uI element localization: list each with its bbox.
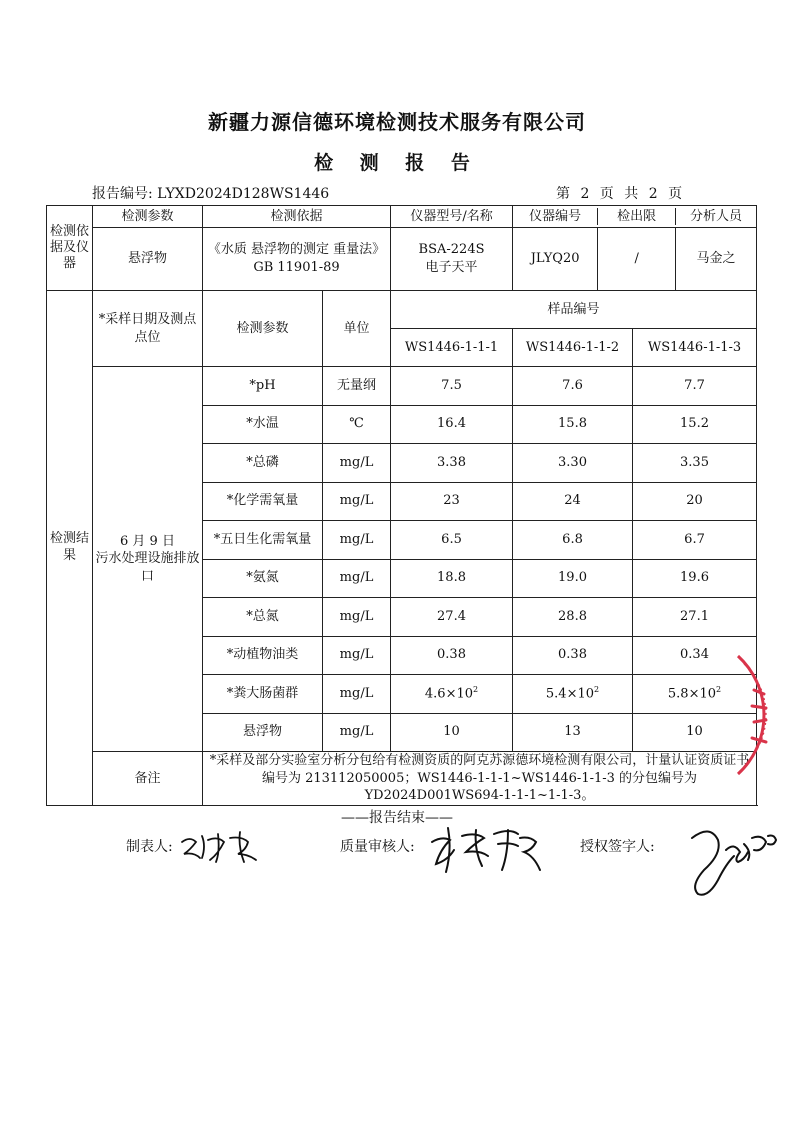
result-mantissa: 5.4×10 bbox=[545, 686, 595, 702]
basis-analyst: 马金之 bbox=[696, 251, 736, 267]
basis-header-model: 仪器型号/名称 bbox=[391, 206, 513, 228]
result-value: 0.34 bbox=[633, 636, 757, 675]
basis-instrument-no: JLYQ20 bbox=[513, 228, 598, 290]
company-name: 新疆力源信德环境检测技术服务有限公司 bbox=[208, 110, 586, 134]
basis-model-code: BSA-224S bbox=[418, 242, 485, 258]
result-value: 3.38 bbox=[391, 444, 513, 483]
report-title: 检 测 报 告 bbox=[314, 152, 480, 174]
result-unit: mg/L bbox=[323, 559, 391, 598]
result-unit: mg/L bbox=[323, 713, 391, 752]
sample-id-3: WS1446-1-1-3 bbox=[633, 329, 757, 367]
result-param: *水温 bbox=[203, 405, 323, 444]
result-value: 20 bbox=[633, 482, 757, 521]
sample-id-1: WS1446-1-1-1 bbox=[391, 329, 513, 367]
result-param: *五日生化需氧量 bbox=[203, 521, 323, 560]
reviewer-signature bbox=[428, 820, 548, 880]
results-header-sample-group: 样品编号 bbox=[391, 291, 757, 329]
sampling-date-location bbox=[93, 367, 203, 752]
prepared-by-label: 制表人: bbox=[126, 839, 173, 855]
result-param: *总氮 bbox=[203, 598, 323, 637]
result-value: 6.5 bbox=[391, 521, 513, 560]
result-value: 3.30 bbox=[513, 444, 633, 483]
result-param: *氨氮 bbox=[203, 559, 323, 598]
prepared-by-signature bbox=[178, 828, 268, 868]
result-value: 19.6 bbox=[633, 559, 757, 598]
result-value: 6.7 bbox=[633, 521, 757, 560]
result-value: 7.5 bbox=[391, 367, 513, 406]
result-exponent: 2 bbox=[473, 684, 479, 694]
result-unit: mg/L bbox=[323, 444, 391, 483]
result-value: 7.7 bbox=[633, 367, 757, 406]
result-unit: mg/L bbox=[323, 598, 391, 637]
result-param: *pH bbox=[203, 367, 323, 406]
basis-header-analyst: 分析人员 bbox=[690, 208, 743, 224]
basis-method: 《水质 悬浮物的测定 重量法》GB 11901-89 bbox=[203, 228, 391, 291]
result-value: 0.38 bbox=[391, 636, 513, 675]
basis-model-name: 电子天平 bbox=[425, 260, 478, 275]
result-value: 15.2 bbox=[633, 405, 757, 444]
sample-id-2: WS1446-1-1-2 bbox=[513, 329, 633, 367]
signatory-label: 授权签字人: bbox=[580, 839, 655, 855]
result-unit: mg/L bbox=[323, 675, 391, 714]
result-value: 6.8 bbox=[513, 521, 633, 560]
result-exponent: 2 bbox=[594, 684, 600, 694]
sampling-date: 6 月 9 日 bbox=[120, 533, 175, 549]
result-value: 10 bbox=[391, 713, 513, 752]
result-value: 23 bbox=[391, 482, 513, 521]
result-value: 19.0 bbox=[513, 559, 633, 598]
signatory-signature bbox=[682, 818, 782, 898]
result-value: 27.4 bbox=[391, 598, 513, 637]
basis-header-limit: 检出限 bbox=[598, 208, 676, 226]
basis-model bbox=[391, 228, 513, 291]
result-value: 13 bbox=[513, 713, 633, 752]
basis-param: 悬浮物 bbox=[93, 228, 203, 291]
report-number: 报告编号: LYXD2024D128WS1446 bbox=[92, 186, 330, 202]
result-value: 7.6 bbox=[513, 367, 633, 406]
result-param: *总磷 bbox=[203, 444, 323, 483]
result-value: 15.8 bbox=[513, 405, 633, 444]
result-unit: mg/L bbox=[323, 482, 391, 521]
sampling-location: 污水处理设施排放口 bbox=[95, 551, 200, 584]
result-param: *动植物油类 bbox=[203, 636, 323, 675]
result-exponent: 2 bbox=[716, 684, 722, 694]
result-param: *粪大肠菌群 bbox=[203, 675, 323, 714]
result-value: 3.35 bbox=[633, 444, 757, 483]
section-results-label: 检测结果 bbox=[47, 291, 93, 806]
basis-header-param: 检测参数 bbox=[93, 206, 203, 228]
result-value: 18.8 bbox=[391, 559, 513, 598]
results-header-unit: 单位 bbox=[323, 291, 391, 367]
result-value: 0.38 bbox=[513, 636, 633, 675]
result-param: 悬浮物 bbox=[203, 713, 323, 752]
result-value: 16.4 bbox=[391, 405, 513, 444]
page-info: 第 2 页 共 2 页 bbox=[556, 186, 683, 202]
results-header-param: 检测参数 bbox=[203, 291, 323, 367]
basis-limit: / bbox=[598, 228, 676, 290]
result-mantissa: 5.8×10 bbox=[667, 686, 717, 702]
result-mantissa: 4.6×10 bbox=[424, 686, 474, 702]
result-value: 27.1 bbox=[633, 598, 757, 637]
result-unit: mg/L bbox=[323, 636, 391, 675]
result-value: 24 bbox=[513, 482, 633, 521]
section-basis-label: 检测依据及仪器 bbox=[47, 206, 93, 291]
report-table bbox=[46, 205, 757, 806]
company-seal-stamp bbox=[724, 650, 794, 780]
result-param: *化学需氧量 bbox=[203, 482, 323, 521]
result-value: 28.8 bbox=[513, 598, 633, 637]
reviewer-label: 质量审核人: bbox=[340, 839, 415, 855]
result-value bbox=[513, 675, 633, 714]
result-value: 10 bbox=[633, 713, 757, 752]
report-end: ——报告结束—— bbox=[341, 810, 453, 826]
basis-header-instrument-no: 仪器编号 bbox=[513, 208, 598, 226]
result-unit: ℃ bbox=[323, 405, 391, 444]
result-value bbox=[391, 675, 513, 714]
remark-text: *采样及部分实验室分析分包给有检测资质的阿克苏源德环境检测有限公司，计量认证资质证书编号为 213112050005；WS1446-1-1-1~WS1446-1-1-3 的分包编号为 YD2024D001WS694-1-1-1~1-1-3。 bbox=[203, 752, 757, 806]
result-unit: 无量纲 bbox=[323, 367, 391, 406]
basis-header-basis: 检测依据 bbox=[203, 206, 391, 228]
results-header-date: *采样日期及测点点位 bbox=[93, 291, 203, 367]
remark-label: 备注 bbox=[93, 752, 203, 806]
result-unit: mg/L bbox=[323, 521, 391, 560]
